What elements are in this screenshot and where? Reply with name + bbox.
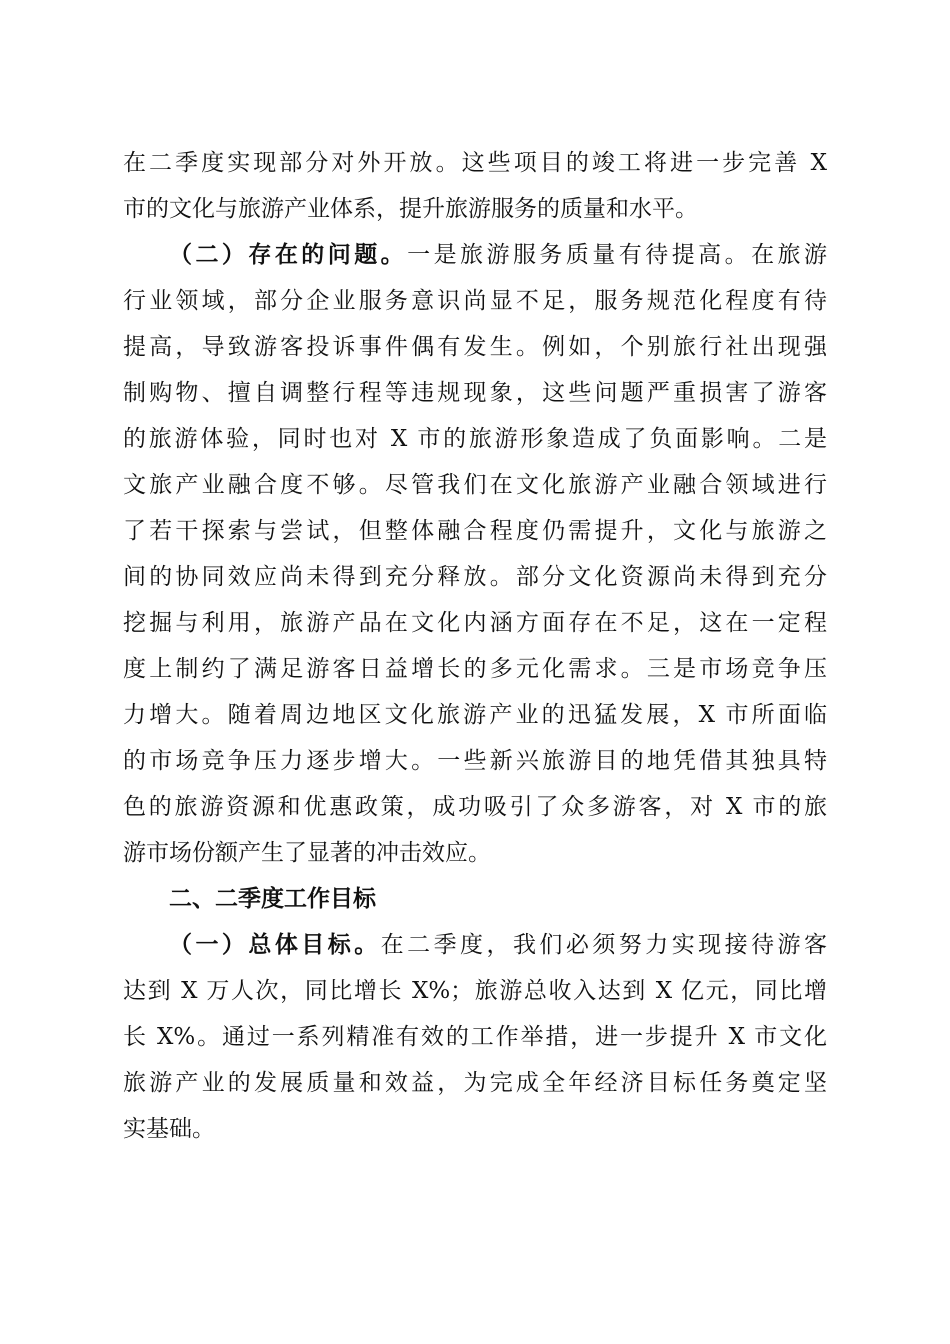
para2-first-line-text: 一是旅游服务质量有待提高。在旅游 [407, 242, 827, 268]
para1-line-1: 在二季度实现部分对外开放。这些项目的竣工将进一步完善 X [123, 150, 827, 176]
para2-line: 了若干探索与尝试，但整体融合程度仍需提升，文化与旅游之 [123, 518, 827, 544]
para1-line-2: 市的文化与旅游产业体系，提升旅游服务的质量和水平。 [123, 196, 698, 222]
para2-line: 提高，导致游客投诉事件偶有发生。例如，个别旅行社出现强 [123, 334, 827, 360]
para2-line: 的旅游体验，同时也对 X 市的旅游形象造成了负面影响。二是 [123, 426, 827, 452]
para2-line: 制购物、擅自调整行程等违规现象，这些问题严重损害了游客 [123, 380, 827, 406]
para2-line: 行业领域，部分企业服务意识尚显不足，服务规范化程度有待 [123, 288, 827, 314]
para3-line: 旅游产业的发展质量和效益，为完成全年经济目标任务奠定坚 [123, 1070, 827, 1096]
para3-line: 长 X%。通过一系列精准有效的工作举措，进一步提升 X 市文化 [123, 1024, 827, 1050]
para3-line: 达到 X 万人次，同比增长 X%；旅游总收入达到 X 亿元，同比增 [123, 978, 827, 1004]
para2-line: 色的旅游资源和优惠政策，成功吸引了众多游客，对 X 市的旅 [123, 794, 827, 820]
para2-line: 挖掘与利用，旅游产品在文化内涵方面存在不足，这在一定程 [123, 610, 827, 636]
para2-line: 的市场竞争压力逐步增大。一些新兴旅游目的地凭借其独具特 [123, 748, 827, 774]
para3-lead-heading: （一）总体目标。 [169, 932, 381, 958]
para2-line: 度上制约了满足游客日益增长的多元化需求。三是市场竞争压 [123, 656, 827, 682]
document-body [123, 140, 827, 1152]
para2-lead-heading: （二）存在的问题。 [169, 242, 408, 268]
para2-line: 间的协同效应尚未得到充分释放。部分文化资源尚未得到充分 [123, 564, 827, 590]
para3-line: 实基础。 [123, 1116, 215, 1142]
section-heading: 二、二季度工作目标 [169, 886, 376, 912]
para3-line-1 [123, 922, 827, 968]
para3-first-line-text: 在二季度，我们必须努力实现接待游客 [380, 932, 827, 958]
para2-line-1 [123, 232, 827, 278]
para2-line: 游市场份额产生了显著的冲击效应。 [123, 840, 491, 866]
para2-line: 力增大。随着周边地区文化旅游产业的迅猛发展，X 市所面临 [123, 702, 827, 728]
para2-line: 文旅产业融合度不够。尽管我们在文化旅游产业融合领域进行 [123, 472, 827, 498]
